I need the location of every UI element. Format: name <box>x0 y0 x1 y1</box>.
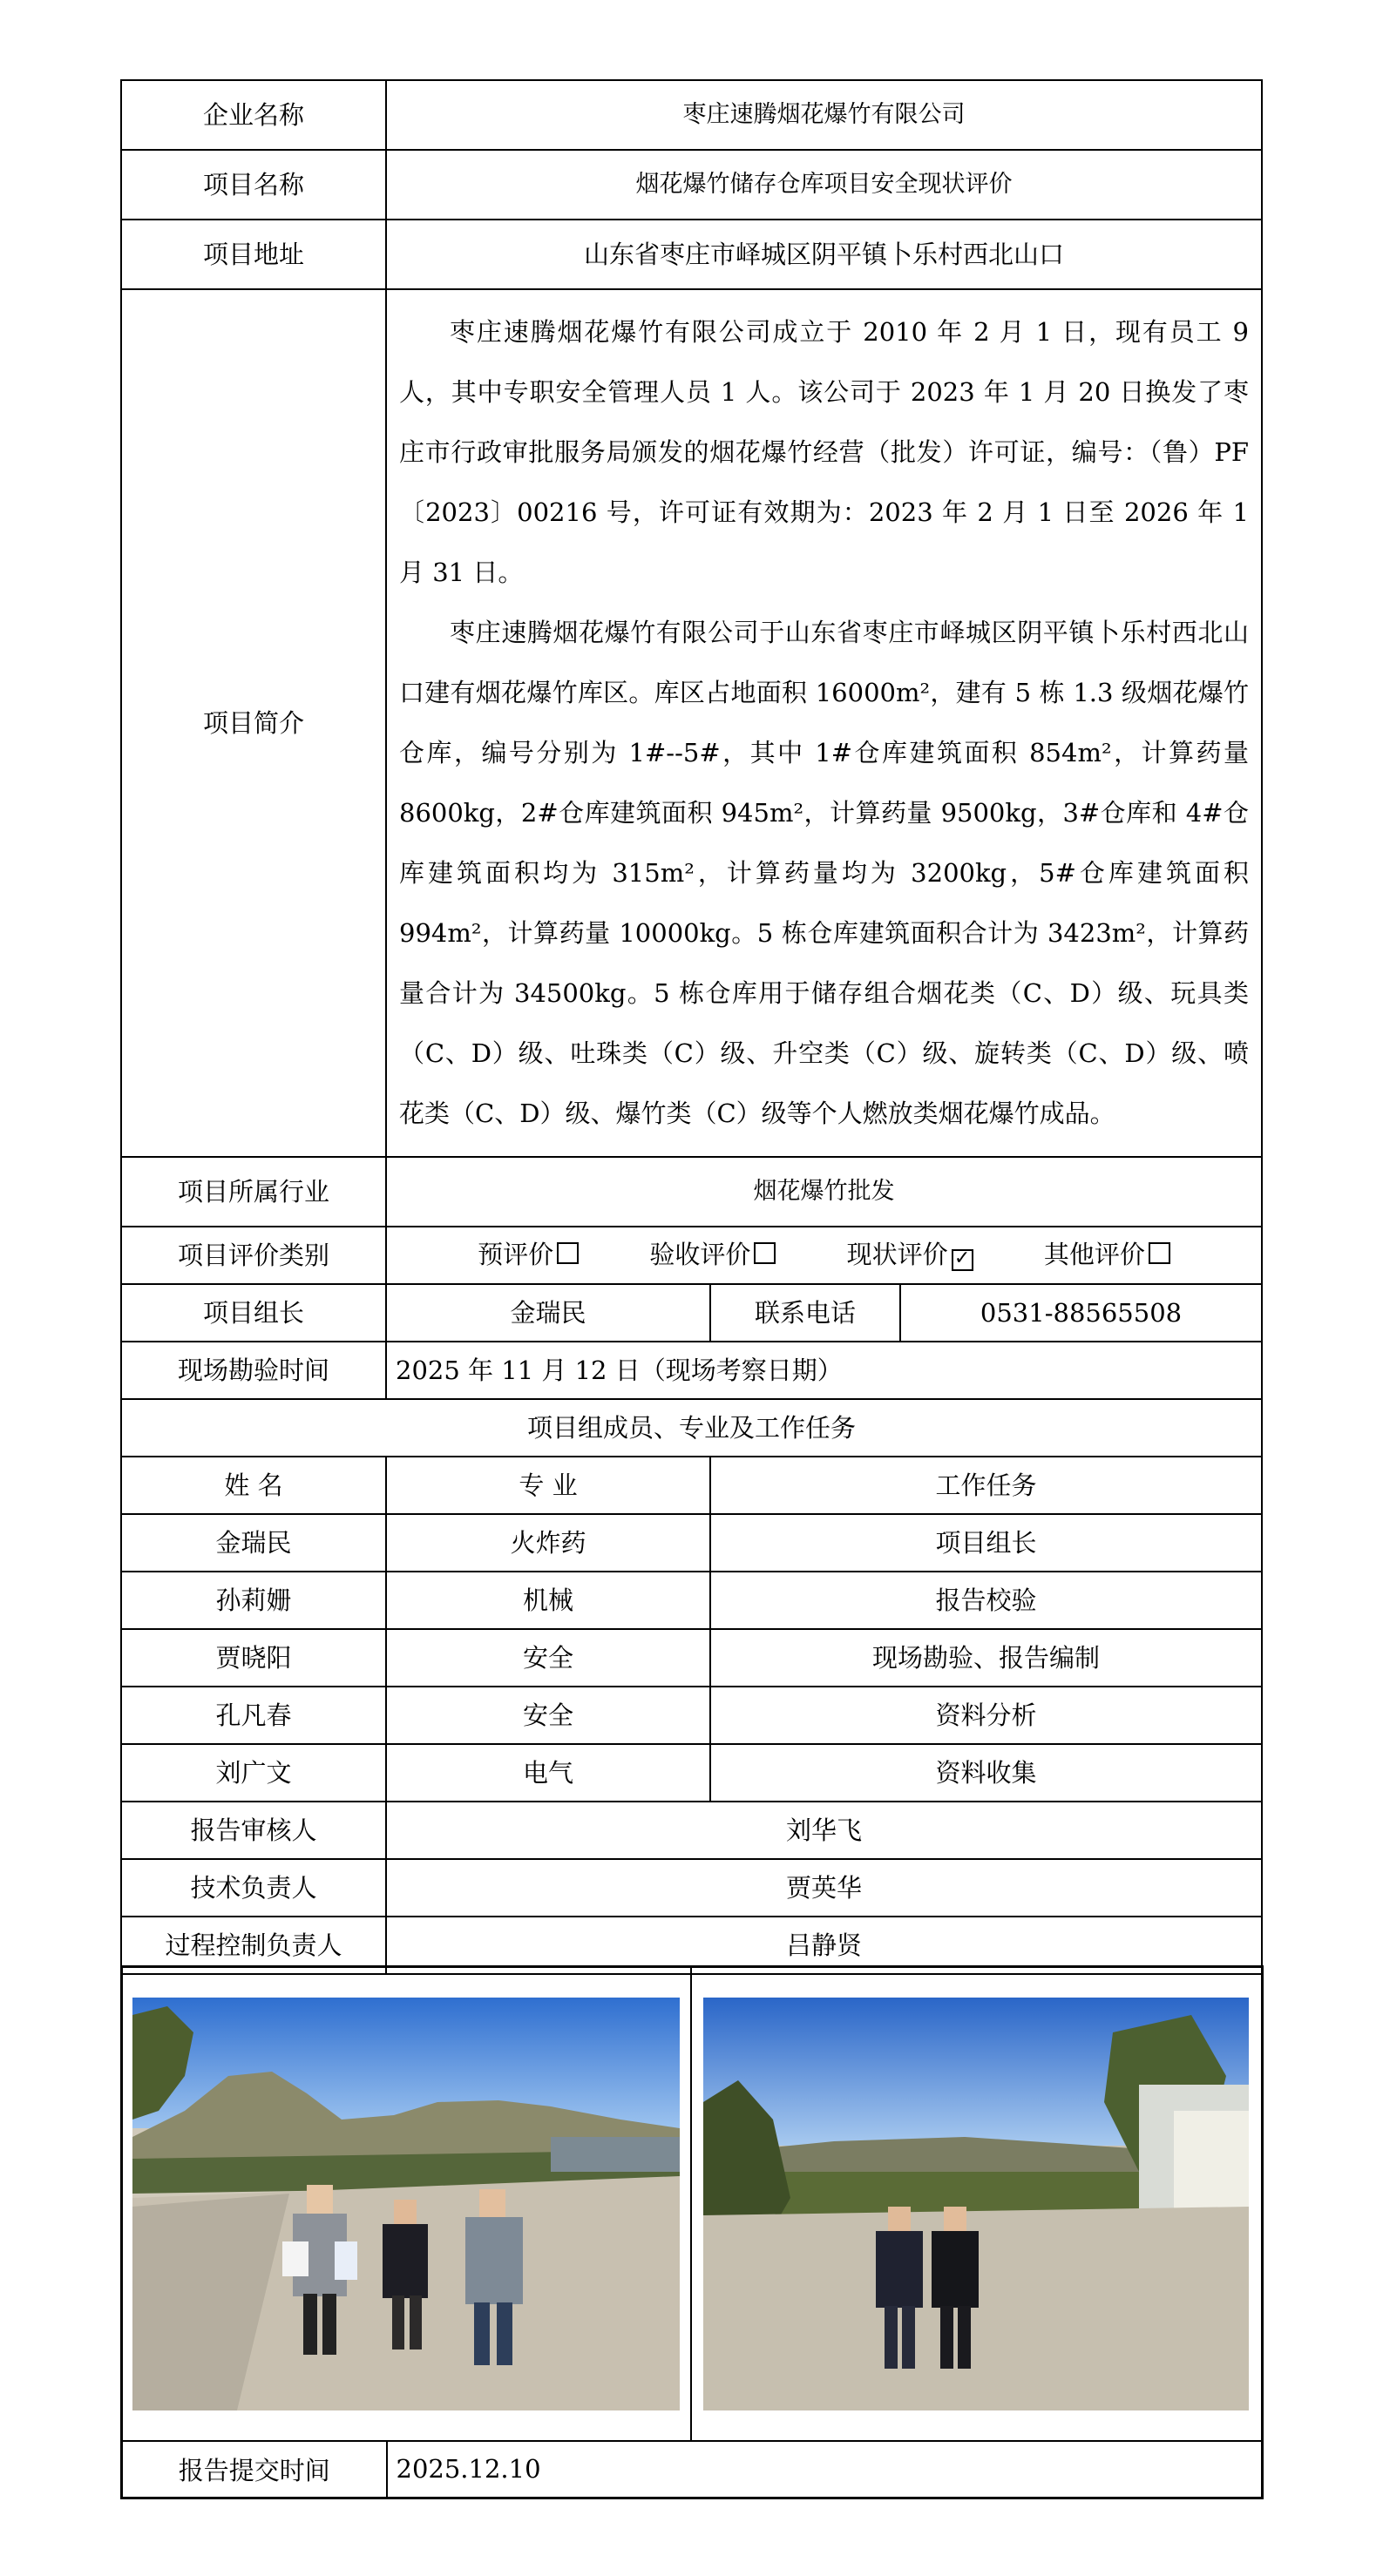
industry-value: 烟花爆竹批发 <box>386 1157 1262 1227</box>
team-row <box>121 1744 1262 1802</box>
member-major: 火炸药 <box>386 1514 710 1572</box>
survey-label: 现场勘验时间 <box>121 1342 386 1399</box>
process-value: 吕静贤 <box>386 1917 1262 1974</box>
intro-paragraph-1: 枣庄速腾烟花爆竹有限公司成立于 2010 年 2 月 1 日，现有员工 9 人，其中专职安全管理人员 1 人。该公司于 2023 年 1 月 20 日换发了枣庄市行政审批服务局颁发的烟花爆竹经营（批发）许可证，编号：（鲁）PF〔2023〕00216 号，许可证有效期为：2023 年 2 月 1 日至 2026 年 1 月 31 日。 <box>399 317 1249 587</box>
process-label: 过程控制负责人 <box>121 1917 386 1974</box>
option-pre-eval[interactable]: 预评价 <box>478 1240 579 1270</box>
member-task: 现场勘验、报告编制 <box>710 1629 1262 1687</box>
submit-label: 报告提交时间 <box>122 2441 387 2498</box>
survey-value: 2025 年 11 月 12 日（现场考察日期） <box>386 1342 1262 1399</box>
photo-table <box>120 1965 1264 2499</box>
phone-label: 联系电话 <box>710 1284 900 1342</box>
intro-cell <box>386 289 1262 1157</box>
company-label: 企业名称 <box>121 80 386 150</box>
member-task: 项目组长 <box>710 1514 1262 1572</box>
member-major: 机械 <box>386 1572 710 1629</box>
member-major: 安全 <box>386 1629 710 1687</box>
member-name: 刘广文 <box>121 1744 386 1802</box>
site-photo-group-of-three <box>132 1998 680 2410</box>
photo-image <box>703 1998 1249 2410</box>
photo-image <box>132 1998 680 2410</box>
photo-cell-left <box>122 1967 691 2441</box>
team-row <box>121 1687 1262 1744</box>
company-value: 枣庄速腾烟花爆竹有限公司 <box>386 80 1262 150</box>
member-name: 贾晓阳 <box>121 1629 386 1687</box>
member-name: 金瑞民 <box>121 1514 386 1572</box>
project-label: 项目名称 <box>121 150 386 220</box>
option-acceptance-eval[interactable]: 验收评价 <box>649 1240 776 1270</box>
checked-checkbox-icon[interactable]: ✓ <box>952 1249 973 1271</box>
team-row <box>121 1572 1262 1629</box>
member-major: 电气 <box>386 1744 710 1802</box>
info-table <box>120 79 1263 1975</box>
intro-label: 项目简介 <box>121 289 386 1157</box>
eval-type-label: 项目评价类别 <box>121 1227 386 1284</box>
reviewer-label: 报告审核人 <box>121 1802 386 1859</box>
option-other-eval[interactable]: 其他评价 <box>1044 1240 1170 1270</box>
intro-paragraph-2: 枣庄速腾烟花爆竹有限公司于山东省枣庄市峄城区阴平镇卜乐村西北山口建有烟花爆竹库区。库区占地面积 16000m²，建有 5 栋 1.3 级烟花爆竹仓库，编号分别为 1#--5#，其中 1#仓库建筑面积 854m²，计算药量 8600kg，2#仓库建筑面积 945m²，计算药量 9500kg，3#仓库和 4#仓库建筑面积均为 315m²，计算药量均为 3200kg，5#仓库建筑面积 994m²，计算药量 10000kg。5 栋仓库建筑面积合计为 3423m²，计算药量合计为 34500kg。5 栋仓库用于储存组合烟花类（C、D）级、玩具类（C、D）级、吐珠类（C）级、升空类（C）级、旋转类（C、D）级、喷花类（C、D）级、爆竹类（C）级等个人燃放类烟花爆竹成品。 <box>399 618 1249 1128</box>
reviewer-value: 刘华飞 <box>386 1802 1262 1859</box>
team-header-task: 工作任务 <box>710 1457 1262 1514</box>
team-row <box>121 1514 1262 1572</box>
team-row <box>121 1629 1262 1687</box>
team-header-name: 姓 名 <box>121 1457 386 1514</box>
member-name: 孔凡春 <box>121 1687 386 1744</box>
address-label: 项目地址 <box>121 220 386 289</box>
member-major: 安全 <box>386 1687 710 1744</box>
tech-value: 贾英华 <box>386 1859 1262 1917</box>
phone-value: 0531-88565508 <box>900 1284 1262 1342</box>
eval-type-options <box>386 1227 1262 1284</box>
member-task: 报告校验 <box>710 1572 1262 1629</box>
industry-label: 项目所属行业 <box>121 1157 386 1227</box>
photo-cell-right <box>691 1967 1263 2441</box>
checkbox-icon[interactable] <box>754 1242 776 1264</box>
leader-value: 金瑞民 <box>386 1284 710 1342</box>
option-status-eval[interactable]: 现状评价 ✓ <box>847 1240 973 1271</box>
project-value: 烟花爆竹储存仓库项目安全现状评价 <box>386 150 1262 220</box>
site-photo-pair <box>703 1998 1249 2410</box>
checkbox-icon[interactable] <box>557 1242 579 1264</box>
member-task: 资料分析 <box>710 1687 1262 1744</box>
member-task: 资料收集 <box>710 1744 1262 1802</box>
tech-label: 技术负责人 <box>121 1859 386 1917</box>
team-title: 项目组成员、专业及工作任务 <box>121 1399 1262 1457</box>
checkbox-icon[interactable] <box>1149 1242 1170 1264</box>
leader-label: 项目组长 <box>121 1284 386 1342</box>
submit-value: 2025.12.10 <box>387 2441 1263 2498</box>
team-header-major: 专 业 <box>386 1457 710 1514</box>
member-name: 孙莉姗 <box>121 1572 386 1629</box>
address-value: 山东省枣庄市峄城区阴平镇卜乐村西北山口 <box>386 220 1262 289</box>
